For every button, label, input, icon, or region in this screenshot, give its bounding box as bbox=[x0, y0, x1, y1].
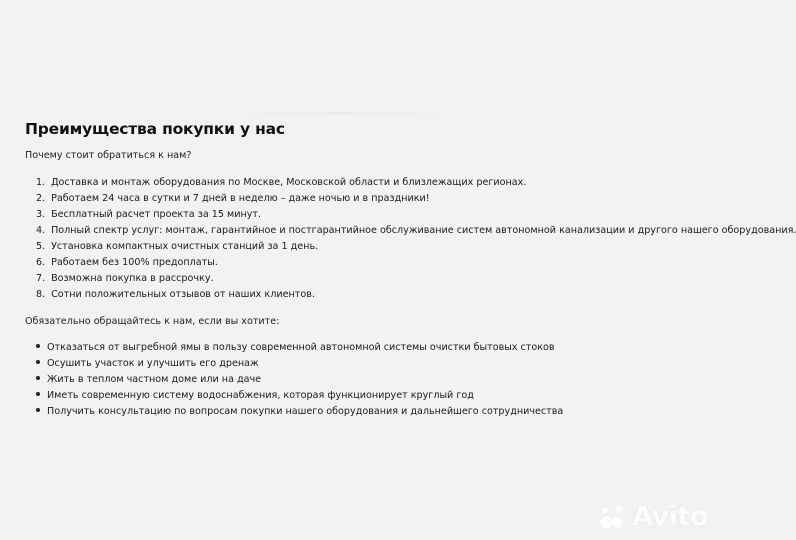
list-item-text: Бесплатный расчет проекта за 15 минут. bbox=[51, 209, 262, 220]
list-item-number: 1. bbox=[36, 177, 46, 188]
list-item bbox=[25, 223, 796, 239]
bullet-icon bbox=[36, 376, 40, 380]
list-item-number: 8. bbox=[36, 289, 46, 300]
list-item-text: Доставка и монтаж оборудования по Москве, Московской области и близлежащих регионах. bbox=[51, 177, 527, 188]
list-item bbox=[25, 356, 705, 372]
list-item-text: Осушить участок и улучшить его дренаж bbox=[47, 358, 259, 369]
list-item bbox=[25, 239, 705, 255]
list-item bbox=[25, 175, 705, 191]
bullet-icon bbox=[36, 360, 40, 364]
list-item-text: Жить в теплом частном доме или на даче bbox=[47, 374, 262, 385]
list-item-number: 3. bbox=[36, 209, 46, 220]
secondary-intro-text: Обязательно обращайтесь к нам, если вы хотите: bbox=[25, 316, 280, 327]
list-item-number: 2. bbox=[36, 193, 46, 204]
advantages-section bbox=[25, 118, 796, 420]
list-item-number: 6. bbox=[36, 257, 46, 268]
bullet-list bbox=[25, 340, 705, 420]
list-item bbox=[25, 372, 705, 388]
list-item bbox=[25, 207, 705, 223]
bullet-icon bbox=[36, 408, 40, 412]
list-item-number: 5. bbox=[36, 241, 46, 252]
list-item bbox=[25, 255, 705, 271]
list-item-text: Полный спектр услуг: монтаж, гарантийное и постгарантийное обслуживание систем автономной канализации и другого нашего оборудования. bbox=[51, 225, 796, 236]
list-item-text: Установка компактных очистных станций за 1 день. bbox=[51, 241, 319, 252]
list-item bbox=[25, 388, 705, 404]
bullet-icon bbox=[36, 392, 40, 396]
list-item bbox=[25, 404, 705, 420]
avito-watermark bbox=[598, 501, 708, 532]
list-item-text: Сотни положительных отзывов от наших клиентов. bbox=[51, 289, 315, 300]
divider bbox=[230, 112, 450, 115]
list-item-number: 4. bbox=[36, 225, 46, 236]
list-item-text: Работаем без 100% предоплаты. bbox=[51, 257, 218, 268]
list-item-text: Получить консультацию по вопросам покупки нашего оборудования и дальнейшего сотрудничества bbox=[47, 406, 564, 417]
page-title: Преимущества покупки у нас bbox=[25, 120, 285, 138]
numbered-list bbox=[25, 175, 796, 303]
list-item-text: Возможна покупка в рассрочку. bbox=[51, 273, 214, 284]
list-item bbox=[25, 191, 705, 207]
list-item-text: Отказаться от выгребной ямы в пользу современной автономной системы очистки бытовых стоков bbox=[47, 342, 555, 353]
list-item bbox=[25, 340, 705, 356]
bullet-icon bbox=[36, 344, 40, 348]
list-item bbox=[25, 271, 705, 287]
list-item-text: Иметь современную систему водоснабжения, которая функционирует круглый год bbox=[47, 390, 474, 401]
list-item bbox=[25, 287, 705, 303]
list-item-number: 7. bbox=[36, 273, 46, 284]
avito-logo-icon bbox=[598, 502, 628, 532]
watermark-text: Avito bbox=[632, 501, 708, 532]
list-item-text: Работаем 24 часа в сутки и 7 дней в неделю – даже ночью и в праздники! bbox=[51, 193, 430, 204]
intro-text: Почему стоит обратиться к нам? bbox=[25, 150, 192, 161]
